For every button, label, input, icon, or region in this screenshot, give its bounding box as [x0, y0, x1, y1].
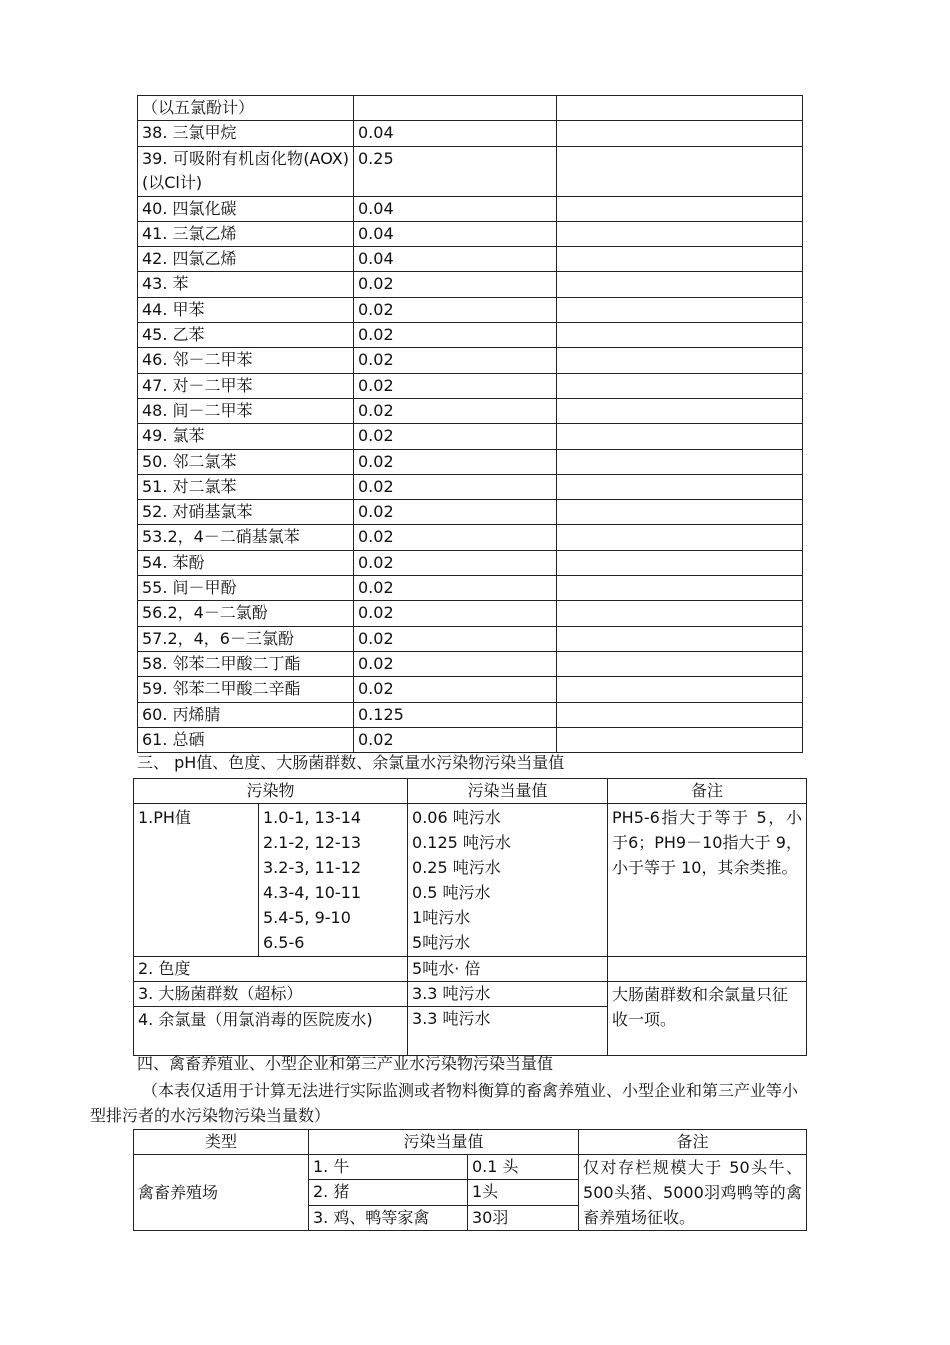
- coliform-chlorine-note: 大肠菌群数和余氯量只征收一项。: [608, 982, 807, 1056]
- pollutant-name: 44. 甲苯: [138, 297, 354, 322]
- header-remark: 备注: [579, 1130, 807, 1155]
- pollutant-name: 39. 可吸附有机卤化物(AOX)(以Cl计): [138, 146, 354, 196]
- note-cell: [557, 96, 803, 121]
- ph-label: 1.PH值: [134, 804, 259, 957]
- section4-note: （本表仅适用于计算无法进行实际监测或者物料衡算的畜禽养殖业、小型企业和第三产业等小型排污者的水污染物污染当量数）: [90, 1081, 799, 1125]
- ph-values: [408, 804, 608, 957]
- pollutant-name: 43. 苯: [138, 272, 354, 297]
- equivalent-value: 0.02: [354, 348, 557, 373]
- table-row: [138, 702, 803, 727]
- equivalent-value: 0.04: [354, 247, 557, 272]
- livestock-remark: 仅对存栏规模大于 50头牛、500头猪、5000羽鸡鸭等的禽畜养殖场征收。: [579, 1155, 807, 1231]
- table-row: [138, 121, 803, 146]
- table-row: [138, 297, 803, 322]
- table-row: [138, 272, 803, 297]
- pollutant-name: 47. 对－二甲苯: [138, 373, 354, 398]
- equivalent-value: 0.02: [354, 373, 557, 398]
- table-row: [138, 474, 803, 499]
- pollutant-name: 46. 邻－二甲苯: [138, 348, 354, 373]
- note-cell: [557, 323, 803, 348]
- note-cell: [557, 221, 803, 246]
- coliform-label: 3. 大肠菌群数（超标）: [134, 982, 408, 1007]
- table-row: [134, 957, 807, 982]
- table-row: [138, 601, 803, 626]
- note-cell: [557, 121, 803, 146]
- coliform-value: 3.3 吨污水: [408, 982, 608, 1007]
- ph-range: 1.0-1, 13-14: [263, 808, 362, 827]
- table-row: [138, 525, 803, 550]
- pollutant-name: 55. 间－甲酚: [138, 576, 354, 601]
- note-cell: [557, 651, 803, 676]
- equivalent-value: [354, 96, 557, 121]
- equivalent-value: 0.02: [354, 626, 557, 651]
- note-cell: [557, 196, 803, 221]
- section4-heading: 四、禽畜养殖业、小型企业和第三产业水污染物污染当量值: [137, 1054, 554, 1073]
- table-row: [138, 398, 803, 423]
- pollutant-name: 57.2，4，6－三氯酚: [138, 626, 354, 651]
- header-remark: 备注: [608, 779, 807, 804]
- equivalent-value: 0.02: [354, 272, 557, 297]
- equivalent-value: 0.04: [354, 121, 557, 146]
- note-cell: [557, 601, 803, 626]
- table-row: [138, 221, 803, 246]
- pollutant-name: 49. 氯苯: [138, 424, 354, 449]
- note-cell: [557, 474, 803, 499]
- header-pollutant: 污染物: [134, 779, 408, 804]
- table-row: [138, 449, 803, 474]
- ph-range: 4.3-4, 10-11: [263, 883, 362, 902]
- pollutant-name: 60. 丙烯腈: [138, 702, 354, 727]
- pollutant-name: 41. 三氯乙烯: [138, 221, 354, 246]
- table-row: [138, 626, 803, 651]
- table-row: [134, 1155, 807, 1180]
- note-cell: [557, 272, 803, 297]
- note-cell: [557, 348, 803, 373]
- note-cell: [557, 373, 803, 398]
- pollutant-name: 61. 总硒: [138, 727, 354, 752]
- equivalent-value: 0.02: [354, 297, 557, 322]
- ph-value: 0.06 吨污水: [412, 808, 501, 827]
- note-cell: [557, 677, 803, 702]
- pollutant-name: 42. 四氯乙烯: [138, 247, 354, 272]
- ph-range: 5.4-5, 9-10: [263, 908, 351, 927]
- animal-value: 1头: [468, 1180, 579, 1205]
- color-value: 5吨水· 倍: [408, 957, 608, 982]
- equivalent-value: 0.02: [354, 449, 557, 474]
- equivalent-value: 0.02: [354, 550, 557, 575]
- note-cell: [557, 398, 803, 423]
- table-row: [138, 348, 803, 373]
- equivalent-value: 0.02: [354, 601, 557, 626]
- equivalent-value: 0.02: [354, 474, 557, 499]
- chlorine-label: 4. 余氯量（用氯消毒的医院废水): [134, 1007, 408, 1056]
- equivalent-value: 0.02: [354, 500, 557, 525]
- equivalent-value: 0.02: [354, 424, 557, 449]
- chlorine-value: 3.3 吨污水: [408, 1007, 608, 1056]
- ph-note: PH5-6指大于等于 5，小于6；PH9－10指大于 9，小于等于 10，其余类推。: [608, 804, 807, 957]
- table-row: [138, 323, 803, 348]
- equivalent-value: 0.02: [354, 651, 557, 676]
- equivalent-value: 0.125: [354, 702, 557, 727]
- color-note: [608, 957, 807, 982]
- table-row: [138, 677, 803, 702]
- note-cell: [557, 146, 803, 196]
- color-label: 2. 色度: [134, 957, 408, 982]
- ph-range: 6.5-6: [263, 933, 305, 952]
- table-row: [138, 651, 803, 676]
- table-row: [134, 804, 807, 957]
- ph-value: 0.125 吨污水: [412, 833, 511, 852]
- pollutant-name: 48. 间－二甲苯: [138, 398, 354, 423]
- pollutant-name: 50. 邻二氯苯: [138, 449, 354, 474]
- pollutant-name: 54. 苯酚: [138, 550, 354, 575]
- equivalent-value: 0.02: [354, 576, 557, 601]
- header-type: 类型: [134, 1130, 309, 1155]
- table-row: [138, 247, 803, 272]
- animal-name: 3. 鸡、鸭等家禽: [309, 1205, 468, 1230]
- equivalent-value: 0.04: [354, 196, 557, 221]
- section3-heading: 三、 pH值、色度、大肠菌群数、余氯量水污染物污染当量值: [137, 753, 565, 772]
- equivalent-value: 0.02: [354, 398, 557, 423]
- table-row: [134, 982, 807, 1007]
- ph-value: 5吨污水: [412, 933, 471, 952]
- ph-value: 0.25 吨污水: [412, 858, 501, 877]
- note-cell: [557, 424, 803, 449]
- animal-name: 2. 猪: [309, 1180, 468, 1205]
- note-cell: [557, 525, 803, 550]
- pollutant-name: 58. 邻苯二甲酸二丁酯: [138, 651, 354, 676]
- note-cell: [557, 626, 803, 651]
- animal-value: 30羽: [468, 1205, 579, 1230]
- animal-value: 0.1 头: [468, 1155, 579, 1180]
- note-cell: [557, 449, 803, 474]
- note-cell: [557, 297, 803, 322]
- ph-value: 1吨污水: [412, 908, 471, 927]
- type-label: 禽畜养殖场: [134, 1155, 309, 1231]
- table-row: [138, 373, 803, 398]
- table-row: [138, 146, 803, 196]
- table-row: [138, 196, 803, 221]
- pollutant-table-body: [138, 96, 803, 753]
- equivalent-value: 0.02: [354, 525, 557, 550]
- note-cell: [557, 550, 803, 575]
- table-row: [138, 576, 803, 601]
- table-row: [138, 727, 803, 752]
- pollutant-name: 40. 四氯化碳: [138, 196, 354, 221]
- table-row: [138, 96, 803, 121]
- header-row: [134, 779, 807, 804]
- header-equivalent: 污染当量值: [309, 1130, 579, 1155]
- header-equivalent: 污染当量值: [408, 779, 608, 804]
- note-cell: [557, 500, 803, 525]
- animal-name: 1. 牛: [309, 1155, 468, 1180]
- pollutant-name: 38. 三氯甲烷: [138, 121, 354, 146]
- pollutant-name: 51. 对二氯苯: [138, 474, 354, 499]
- ph-value: 0.5 吨污水: [412, 883, 491, 902]
- pollutant-name: 45. 乙苯: [138, 323, 354, 348]
- pollutant-name: 56.2，4－二氯酚: [138, 601, 354, 626]
- equivalent-value: 0.02: [354, 323, 557, 348]
- pollutant-table: [137, 95, 803, 753]
- pollutant-name: 52. 对硝基氯苯: [138, 500, 354, 525]
- ph-table: [133, 778, 807, 1056]
- ph-range: 2.1-2, 12-13: [263, 833, 362, 852]
- pollutant-name: 53.2，4－二硝基氯苯: [138, 525, 354, 550]
- ph-range: 3.2-3, 11-12: [263, 858, 362, 877]
- table-row: [138, 424, 803, 449]
- table-row: [138, 550, 803, 575]
- header-row: [134, 1130, 807, 1155]
- equivalent-value: 0.25: [354, 146, 557, 196]
- note-cell: [557, 727, 803, 752]
- pollutant-name: 59. 邻苯二甲酸二辛酯: [138, 677, 354, 702]
- note-cell: [557, 576, 803, 601]
- equivalent-value: 0.02: [354, 727, 557, 752]
- livestock-table: [133, 1129, 807, 1231]
- note-cell: [557, 247, 803, 272]
- ph-ranges: [259, 804, 408, 957]
- pollutant-name: （以五氯酚计）: [138, 96, 354, 121]
- equivalent-value: 0.02: [354, 677, 557, 702]
- equivalent-value: 0.04: [354, 221, 557, 246]
- table-row: [138, 500, 803, 525]
- note-cell: [557, 702, 803, 727]
